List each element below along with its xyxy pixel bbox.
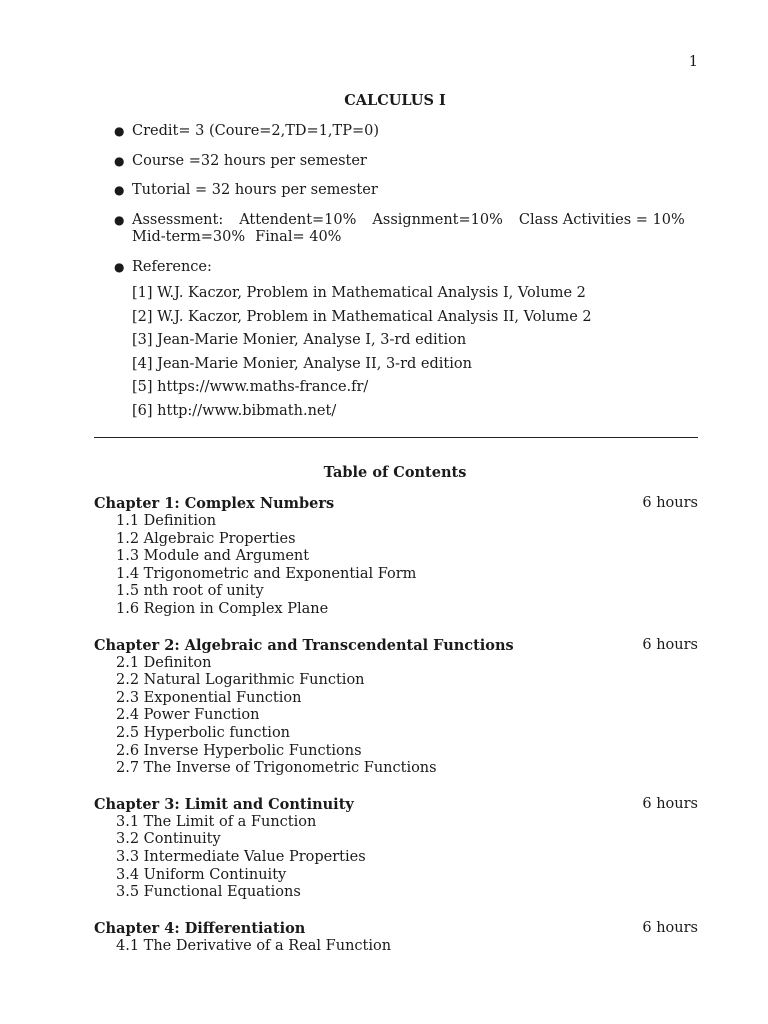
chapter-hours: 6 hours bbox=[642, 919, 698, 936]
chapter-heading bbox=[94, 636, 698, 655]
document-title: CALCULUS I bbox=[344, 92, 446, 109]
credit-text: Credit= 3 (Coure=2,TD=1,TP=0) bbox=[132, 123, 380, 139]
assessment-midterm: Mid-term=30% bbox=[132, 229, 246, 245]
section-item: 2.2 Natural Logarithmic Function bbox=[116, 672, 365, 689]
bullet-icon: ● bbox=[114, 153, 125, 168]
section-item: 2.3 Exponential Function bbox=[116, 689, 302, 706]
credit-item bbox=[112, 123, 712, 141]
chapter-3 bbox=[94, 795, 698, 902]
chapter-hours: 6 hours bbox=[642, 636, 698, 653]
reference-entry: [6] http://www.bibmath.net/ bbox=[132, 402, 337, 419]
chapter-1 bbox=[94, 494, 698, 619]
chapter-4 bbox=[94, 919, 698, 956]
reference-entry: [3] Jean-Marie Monier, Analyse I, 3-rd edition bbox=[132, 332, 467, 348]
reference-entry: [1] W.J. Kaczor, Problem in Mathematical Analysis I, Volume 2 bbox=[132, 285, 586, 301]
section-item: 2.5 Hyperbolic function bbox=[116, 724, 291, 741]
assessment-assignment: Assignment=10% bbox=[372, 211, 503, 228]
toc-title: Table of Contents bbox=[323, 464, 467, 481]
course-hours-text: Course =32 hours per semester bbox=[132, 152, 367, 169]
section-item: 3.3 Intermediate Value Properties bbox=[116, 848, 366, 865]
section-item: 1.5 nth root of unity bbox=[116, 583, 264, 600]
section-item: 1.4 Trigonometric and Exponential Form bbox=[116, 565, 417, 582]
chapter-2 bbox=[94, 636, 698, 778]
reference-item bbox=[112, 259, 712, 424]
chapter-hours: 6 hours bbox=[642, 495, 698, 511]
bullet-icon: ● bbox=[114, 212, 125, 227]
section-item: 1.6 Region in Complex Plane bbox=[116, 600, 329, 617]
course-info-list bbox=[112, 123, 712, 435]
assessment-label: Assessment: bbox=[132, 211, 224, 228]
section-item: 1.1 Definition bbox=[116, 513, 217, 529]
section-item: 3.2 Continuity bbox=[116, 831, 221, 848]
chapter-title: Chapter 4: Differentiation bbox=[94, 919, 306, 937]
horizontal-divider bbox=[94, 437, 698, 438]
section-item: 3.1 The Limit of a Function bbox=[116, 813, 317, 830]
section-item: 1.2 Algebraic Properties bbox=[116, 530, 296, 547]
section-item: 2.4 Power Function bbox=[116, 707, 260, 724]
chapter-hours: 6 hours bbox=[642, 795, 698, 812]
bullet-icon: ● bbox=[114, 124, 125, 138]
course-hours-item bbox=[112, 153, 712, 171]
page-number: 1 bbox=[688, 54, 698, 70]
section-item: 2.7 The Inverse of Trigonometric Functions bbox=[116, 760, 437, 777]
bullet-icon: ● bbox=[114, 183, 125, 197]
reference-entry: [5] https://www.maths-france.fr/ bbox=[132, 379, 369, 395]
assessment-item bbox=[112, 212, 712, 247]
tutorial-hours-item bbox=[112, 182, 712, 200]
reference-entry: [2] W.J. Kaczor, Problem in Mathematical Analysis II, Volume 2 bbox=[132, 308, 592, 325]
assessment-final: Final= 40% bbox=[255, 229, 342, 245]
reference-entry: [4] Jean-Marie Monier, Analyse II, 3-rd edition bbox=[132, 355, 472, 372]
section-item: 1.3 Module and Argument bbox=[116, 548, 310, 565]
assessment-class-activities: Class Activities = 10% bbox=[518, 211, 685, 228]
section-item: 3.4 Uniform Continuity bbox=[116, 866, 287, 883]
section-item: 2.1 Definiton bbox=[116, 654, 212, 671]
section-item: 2.6 Inverse Hyperbolic Functions bbox=[116, 742, 362, 759]
assessment-attendance: Attendent=10% bbox=[239, 211, 357, 228]
assessment-row bbox=[132, 212, 712, 230]
chapter-heading bbox=[94, 795, 698, 814]
chapter-title: Chapter 1: Complex Numbers bbox=[94, 495, 335, 512]
reference-list bbox=[132, 282, 712, 423]
section-item: 3.5 Functional Equations bbox=[116, 884, 301, 901]
tutorial-hours-text: Tutorial = 32 hours per semester bbox=[132, 182, 378, 198]
reference-label: Reference: bbox=[132, 258, 212, 275]
chapter-title: Chapter 3: Limit and Continuity bbox=[94, 795, 354, 813]
bullet-icon: ● bbox=[114, 259, 125, 274]
section-item: 4.1 The Derivative of a Real Function bbox=[116, 937, 392, 954]
chapter-heading bbox=[94, 919, 698, 938]
assessment-row-2 bbox=[132, 229, 712, 247]
chapter-heading bbox=[94, 494, 698, 513]
chapter-title: Chapter 2: Algebraic and Transcendental Functions bbox=[94, 636, 514, 654]
table-of-contents bbox=[94, 494, 698, 972]
